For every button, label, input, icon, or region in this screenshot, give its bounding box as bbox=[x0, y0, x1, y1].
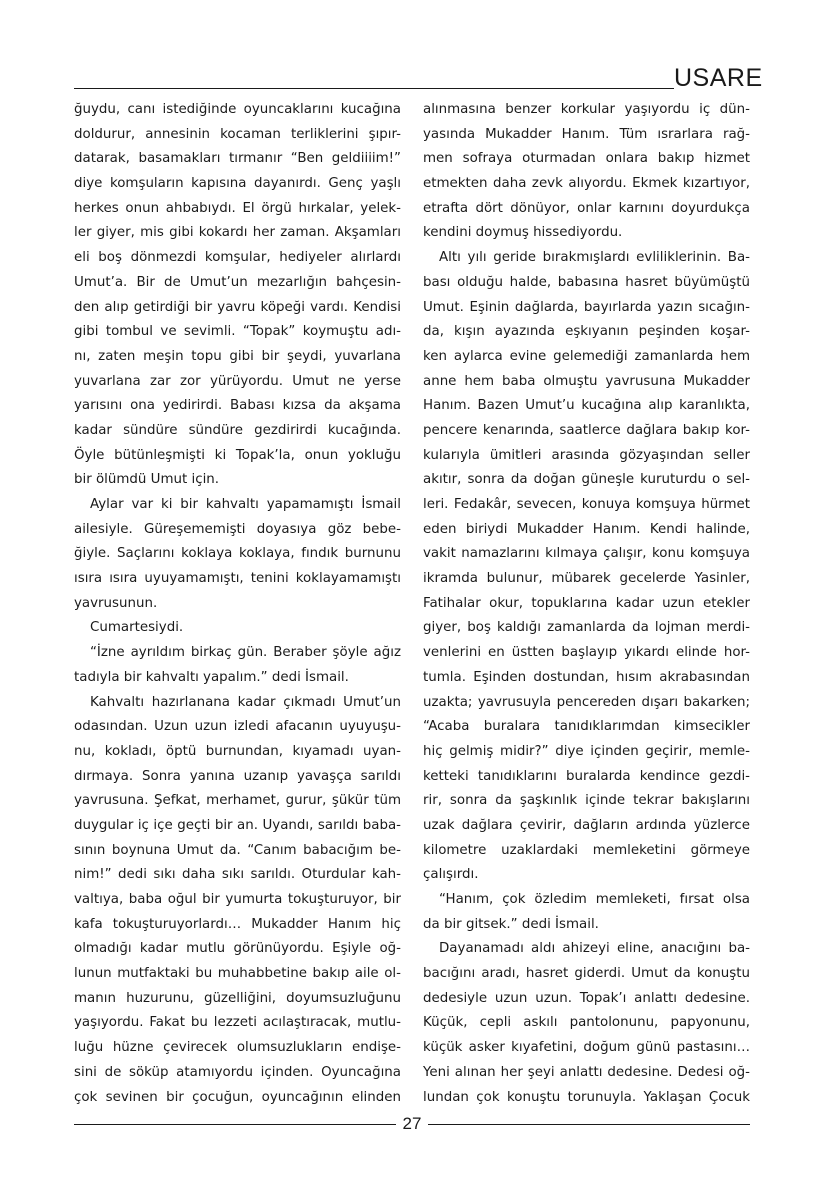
text-line: bacığını aradı, hasret giderdi. Umut da konuştu bbox=[423, 966, 750, 982]
text-line: çok sevinen bir çocuğun, oyuncağının elinden bbox=[74, 1089, 401, 1105]
text-line: giyer, boş kaldığı zamanlarda da lojman merdi- bbox=[423, 620, 750, 636]
text-line: uzak dağlara çevirir, dağların ardında yüzlerce bbox=[423, 817, 750, 833]
text-line: gibi tombul ve sevimli. “Topak” koymuştu adı- bbox=[74, 324, 401, 340]
text-line: yavrusunun. bbox=[74, 595, 158, 611]
text-line: manın huzurunu, güzelliğini, doyumsuzluğunu bbox=[74, 990, 401, 1006]
text-line: Yeni alınan her şeyi anlattı dedesine. Dedesi oğ- bbox=[423, 1064, 750, 1080]
text-line: Öyle bütünleşmişti ki Topak’la, onun yokluğu bbox=[74, 447, 401, 463]
text-line: tumla. Eşinden dostundan, hısım akrabasından bbox=[423, 669, 750, 685]
text-line: lunun mutfaktaki bu muhabbetine bakıp aile ol- bbox=[74, 966, 401, 982]
text-line: pencere kenarında, saatlerce dağlara bakıp kor- bbox=[423, 422, 750, 438]
text-line: den alıp getirdiği bir yavru köpeği vardı. Kendisi bbox=[74, 299, 401, 315]
text-line: diye komşuların kapısına dayanırdı. Genç yaşlı bbox=[74, 176, 401, 192]
text-line: Aylar var ki bir kahvaltı yapamamıştı İsmail bbox=[90, 497, 401, 512]
text-line: duygular iç içe geçti bir an. Uyandı, sarıldı baba- bbox=[74, 817, 401, 833]
text-line: leri. Fedakâr, sevecen, konuya komşuya hürmet bbox=[423, 497, 750, 512]
text-line: Cumartesiydi. bbox=[90, 620, 184, 636]
text-line: yarısını ona yedirirdi. Babası kızsa da akşama bbox=[74, 398, 401, 414]
text-line: luğu hüzne çevirecek olumsuzlukların endişe- bbox=[74, 1040, 401, 1056]
text-line: Umut. Eşinin dağlarda, bayırlarda yazın sıcağın- bbox=[423, 299, 750, 315]
text-line: ketteki tanıdıklarını buralarda kendince gezdi- bbox=[423, 768, 750, 784]
text-line: ken aylarca evine gelemediği zamanlarda hem bbox=[423, 348, 750, 364]
text-line: da, kışın ayazında eşkıyanın peşinden koşar- bbox=[423, 324, 750, 340]
text-line: uzakta; yavrusuyla pencereden dışarı bakarken; bbox=[423, 694, 750, 710]
text-line: ailesiyle. Güreşememişti doyasıya göz bebe- bbox=[74, 521, 401, 537]
header-rule bbox=[74, 88, 674, 89]
text-line: anne hem baba olmuştu yavrusuna Mukadder bbox=[423, 373, 750, 389]
text-line: ler giyer, mis gibi kokardı her zaman. Akşamları bbox=[74, 225, 401, 241]
text-line: akıtır, sonra da doğan güneşle kuruturdu o sel- bbox=[423, 472, 750, 488]
text-line: Hanım. Bazen Umut’u kucağına alıp karanlıkta, bbox=[423, 398, 750, 414]
text-line: eli boş dönmezdi komşular, hediyeler alırlardı bbox=[74, 250, 401, 266]
text-line: ısıra ısıra uyuyamamıştı, tenini koklayamamıştı bbox=[74, 571, 401, 587]
text-line: olmadığı kadar mutlu görünüyordu. Eşiyle oğ- bbox=[74, 941, 401, 957]
text-line: vakit namazlarını kılmaya çalışır, konu komşuya bbox=[423, 546, 750, 562]
text-line: yaşıyordu. Fakat bu lezzeti acılaştıracak, mutlu- bbox=[74, 1015, 401, 1031]
text-line: sini de söküp atamıyordu içinden. Oyuncağına bbox=[74, 1064, 401, 1080]
text-line: odasından. Uzun uzun izledi afacanın uyuyuşu- bbox=[74, 719, 401, 735]
text-line: küçük asker kıyafetini, doğum günü pastasını… bbox=[423, 1040, 750, 1056]
text-line: Küçük, cepli askılı pantolonunu, papyonunu, bbox=[423, 1015, 750, 1031]
text-line: “Acaba buralara tanıdıklarımdan kimsecikler bbox=[423, 719, 750, 735]
text-line: yasında Mukadder Hanım. Tüm ısrarlara rağ- bbox=[423, 126, 750, 142]
text-line: yuvarlana zar zor yürüyordu. Umut ne yerse bbox=[74, 373, 401, 389]
text-line: Altı yılı geride bırakmışlardı evliliklerinin. Ba- bbox=[439, 250, 750, 266]
text-line: eden biriydi Mukadder Hanım. Kendi halinde, bbox=[423, 521, 750, 537]
footer-rule-right bbox=[428, 1124, 750, 1125]
text-line: “Hanım, çok özledim memleketi, fırsat olsa bbox=[439, 892, 750, 907]
text-line: ikramda bulunur, mübarek gecelerde Yasinler, bbox=[423, 571, 750, 587]
text-line: da bir gitsek.” dedi İsmail. bbox=[423, 916, 599, 932]
text-line: nim!” dedi sıkı daha sıkı sarıldı. Oturdular kah- bbox=[74, 867, 401, 883]
right-column bbox=[423, 98, 750, 1110]
text-line: rir, sonra da şaşkınlık içinde tekrar bakışlarını bbox=[423, 793, 750, 809]
page-number: 27 bbox=[402, 1114, 422, 1133]
text-line: kafa tokuşturuyorlardı… Mukadder Hanım hiç bbox=[74, 916, 401, 932]
text-line: “İzne ayrıldım birkaç gün. Beraber şöyle ağız bbox=[90, 645, 401, 661]
text-line: Kahvaltı hazırlanana kadar çıkmadı Umut’un bbox=[90, 694, 401, 710]
text-line: nu, kokladı, öptü burnundan, kıyamadı uyan- bbox=[74, 743, 401, 759]
left-column bbox=[74, 98, 401, 1110]
text-line: venlerini en üstten başlayıp yıkardı elinde hor- bbox=[423, 645, 750, 661]
text-line: etmekten daha zevk alıyordu. Ekmek kızartıyor, bbox=[423, 176, 750, 192]
text-line: Fatihalar okur, topuklarına kadar uzun etekler bbox=[423, 595, 750, 611]
text-line: çalışırdı. bbox=[423, 867, 479, 883]
text-line: ğuydu, canı istediğinde oyuncaklarını kucağına bbox=[74, 102, 401, 117]
text-line: tadıyla bir kahvaltı yapalım.” dedi İsmail. bbox=[74, 669, 349, 685]
text-line: yavrusuna. Şefkat, merhamet, gurur, şükür tüm bbox=[74, 793, 401, 809]
text-line: dedesiyle uzun uzun. Topak’ı anlattı dedesine. bbox=[423, 990, 750, 1006]
text-line: kendini doymuş hissediyordu. bbox=[423, 225, 623, 241]
text-line: Umut’a. Bir de Umut’un mezarlığın bahçesin- bbox=[74, 274, 401, 290]
text-line: nı, zaten meşin topu gibi bir şeydi, yuvarlana bbox=[74, 348, 401, 364]
text-line: kularıyla ümitleri arasında gözyaşından seller bbox=[423, 447, 750, 463]
text-line: valtıya, baba oğul bir yumurta tokuşturuyor, bir bbox=[74, 892, 401, 907]
text-line: datarak, basamakları tırmanır “Ben geldiiiim!” bbox=[74, 151, 401, 167]
text-line: bir ölümdü Umut için. bbox=[74, 472, 220, 488]
text-line: kadar sündüre sündüre gezdirirdi kucağında. bbox=[74, 422, 401, 438]
text-line: herkes onun ahbabıydı. El örgü hırkalar, yelek- bbox=[74, 200, 401, 216]
text-line: etrafta dört dönüyor, onlar karnını doyurdukça bbox=[423, 200, 750, 216]
text-line: sının boynuna Umut da. “Canım babacığım be- bbox=[74, 842, 401, 858]
text-line: men sofraya oturmadan onlara bakıp hizmet bbox=[423, 151, 750, 167]
text-line: dırmaya. Sonra yanına uzanıp yavaşça sarıldı bbox=[74, 768, 401, 784]
text-line: lundan çok konuştu torunuyla. Yaklaşan Çocuk bbox=[423, 1089, 750, 1105]
text-line: Dayanamadı aldı ahizeyi eline, anacığını ba- bbox=[439, 941, 750, 957]
magazine-title: USARE bbox=[674, 64, 763, 92]
text-line: hiç gelmiş midir?” diye içinden geçirir, memle- bbox=[423, 743, 750, 759]
text-line: ğiyle. Saçlarını koklaya koklaya, fındık burnunu bbox=[74, 546, 401, 562]
text-line: alınmasına benzer korkular yaşıyordu iç dün- bbox=[423, 102, 750, 117]
footer-rule-left bbox=[74, 1124, 396, 1125]
text-line: doldurur, annesinin kocaman terliklerini şıpır- bbox=[74, 126, 401, 142]
text-line: bası olduğu halde, babasına hasret büyümüştü bbox=[423, 274, 750, 290]
text-line: kilometre uzaklardaki memleketini görmeye bbox=[423, 842, 750, 858]
